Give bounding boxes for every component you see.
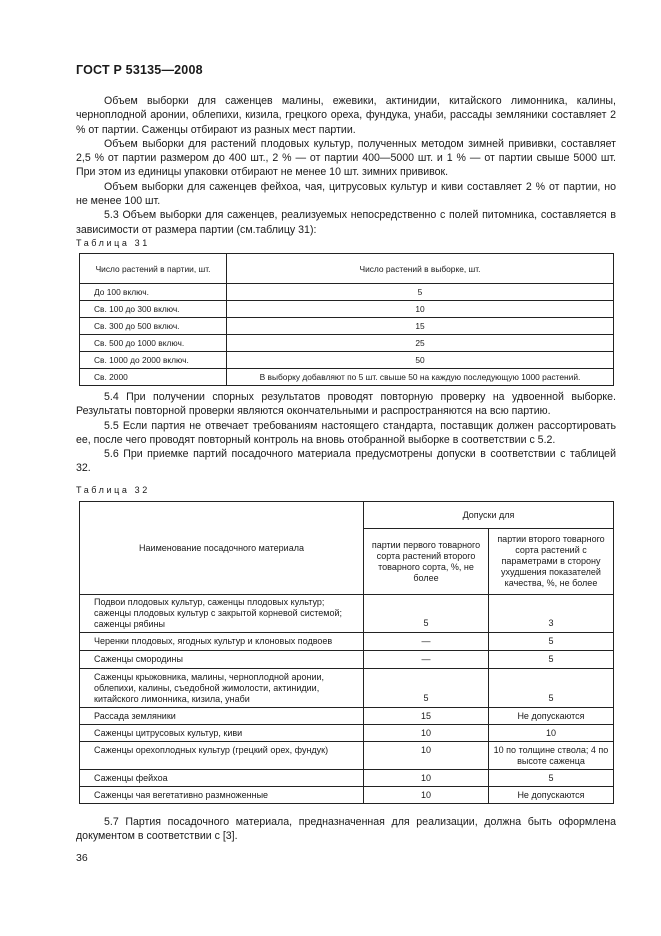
table32-header-name: Наименование посадочного материала [80,502,364,595]
table32-cell: 3 [489,595,614,633]
table31-header-sample: Число растений в выборке, шт. [227,254,614,284]
table31-cell: 25 [227,335,614,352]
table32-cell: — [364,651,489,669]
paragraph: 5.6 При приемке партий посадочного материала предусмотрены допуски в соответствии с таблицей 32. [76,448,616,475]
table31-cell: 15 [227,318,614,335]
table31-header-lot: Число растений в партии, шт. [80,254,227,284]
table31-cell: Св. 300 до 500 включ. [80,318,227,335]
table32-cell: 5 [489,669,614,708]
document-header: ГОСТ Р 53135—2008 [76,63,203,77]
paragraph: 5.5 Если партия не отвечает требованиям настоящего стандарта, поставщик должен рассортировать ее, после чего проводят повторный контроль на вновь отобранной выборке в соответствии с 5.2. [76,419,616,446]
table32-cell: Саженцы смородины [80,651,364,669]
table-row [80,651,614,669]
table32-cell: 5 [489,651,614,669]
table32-cell: Саженцы чая вегетативно размноженные [80,787,364,804]
table32-cell: Саженцы орехоплодных культур (грецкий орех, фундук) [80,742,364,770]
paragraph: Объем выборки для саженцев малины, ежевики, актинидии, китайского лимонника, калины, черноплодной аронии, облепихи, кизила, грецкого ореха, фундука, унаби, рассады земляники составляет 2 % от партии. Саженцы отбирают из разных мест партии. [76,95,616,136]
table31-cell: В выборку добавляют по 5 шт. свыше 50 на каждую последующую 1000 растений. [227,369,614,386]
table-row [80,318,614,335]
table32-cell: 15 [364,708,489,725]
table-row [80,669,614,708]
table31-cell: 5 [227,284,614,301]
table-row [80,742,614,770]
table32-cell: — [364,633,489,651]
paragraph: 5.7 Партия посадочного материала, предназначенная для реализации, должна быть оформлена документом в соответствии с [3]. [76,816,616,843]
intro-text [76,94,616,237]
table-row [80,787,614,804]
table31-cell: Св. 1000 до 2000 включ. [80,352,227,369]
table31-cell: 10 [227,301,614,318]
table-row [80,284,614,301]
table31-cell: До 100 включ. [80,284,227,301]
table32-cell: Черенки плодовых, ягодных культур и клоновых подвоев [80,633,364,651]
table32-cell: Не допускаются [489,708,614,725]
table32-cell: 5 [364,595,489,633]
table-row [80,725,614,742]
table31-caption: Таблица 31 [76,238,150,248]
table32-cell: 5 [489,770,614,787]
table-row [80,369,614,386]
table-31 [79,253,614,386]
table-row [80,301,614,318]
table31-cell: Св. 2000 [80,369,227,386]
table32-cell: 10 [364,725,489,742]
paragraph: Объем выборки для растений плодовых культур, полученных методом зимней прививки, составляет 2,5 % от партии размером до 400 шт., 2 % — от партии 400—5000 шт. и 1 % — от партии свыше 5000 шт. При этом из единицы упаковки отбирают не менее 10 шт. зимних прививок. [76,137,616,179]
table32-caption: Таблица 32 [76,485,150,495]
table32-cell: 10 по толщине ствола; 4 по высоте саженца [489,742,614,770]
paragraph: 5.3 Объем выборки для саженцев, реализуемых непосредственно с полей питомника, составляется в зависимости от размера партии (см.таблицу 31): [76,209,616,236]
middle-text [76,390,616,476]
table32-header-group: Допуски для [364,502,614,529]
table32-header-second-grade: партии второго товарного сорта растений с параметрами в сторону ухудшения показателей качества, %, не более [489,529,614,595]
table32-cell: 5 [489,633,614,651]
table-32 [79,501,614,804]
table32-cell: 10 [489,725,614,742]
table32-cell: 10 [364,742,489,770]
paragraph: 5.4 При получении спорных результатов проводят повторную проверку на удвоенной выборке. Результаты повторной проверки являются окончательными и распространяются на всю партию. [76,391,616,418]
table31-cell: Св. 100 до 300 включ. [80,301,227,318]
table31-cell: 50 [227,352,614,369]
final-text [76,815,616,844]
table32-cell: Саженцы цитрусовых культур, киви [80,725,364,742]
table32-cell: 5 [364,669,489,708]
paragraph: Объем выборки для саженцев фейхоа, чая, цитрусовых культур и киви составляет 2 % от партии, но не менее 100 шт. [76,180,616,208]
table31-cell: Св. 500 до 1000 включ. [80,335,227,352]
table-row [80,595,614,633]
table-row [80,352,614,369]
table32-cell: Подвои плодовых культур, саженцы плодовых культур; саженцы плодовых культур с закрытой корневой системой; саженцы рябины [80,595,364,633]
page-number: 36 [76,852,88,864]
table32-cell: 10 [364,787,489,804]
table32-cell: Не допускаются [489,787,614,804]
table32-cell: Саженцы крыжовника, малины, черноплодной аронии, облепихи, калины, съедобной жимолости, актинидии, китайского лимонника, кизила, унаби [80,669,364,708]
table-row [80,633,614,651]
table32-cell: 10 [364,770,489,787]
table-row [80,770,614,787]
table32-cell: Саженцы фейхоа [80,770,364,787]
table-row [80,335,614,352]
table32-header-first-grade: партии первого товарного сорта растений второго товарного сорта, %, не более [364,529,489,595]
table32-cell: Рассада земляники [80,708,364,725]
table-row [80,708,614,725]
